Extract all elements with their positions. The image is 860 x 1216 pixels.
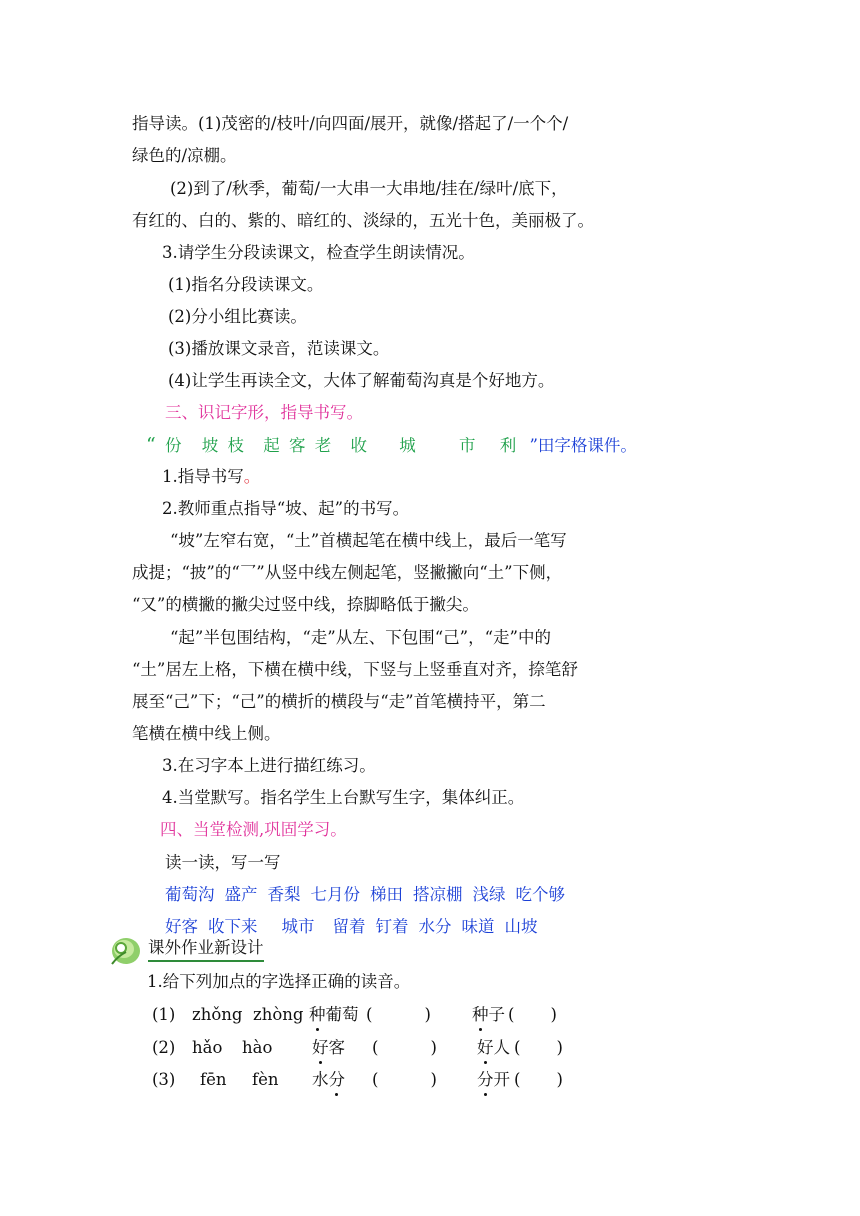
pinyin-option: zhǒng — [192, 1005, 243, 1024]
blank-open: ( — [514, 1038, 521, 1057]
char: 份 — [164, 436, 182, 455]
character-items — [161, 436, 522, 455]
vocab-word: 城市 — [281, 917, 315, 936]
pinyin-row-2 — [152, 1037, 563, 1059]
pinyin-option: hào — [242, 1038, 273, 1057]
homework-title: 课外作业新设计 — [148, 937, 264, 962]
guide-item-2: 2.教师重点指导“坡、起”的书写。 — [162, 499, 410, 518]
word-2 — [477, 1037, 510, 1059]
row-number: (1) — [152, 1005, 176, 1024]
vocab-word: 留着 — [332, 917, 366, 936]
char: 城 — [399, 436, 416, 455]
vocab-word: 七月份 — [310, 885, 360, 904]
para-line-4: 有红的、白的、紫的、暗红的、淡绿的，五光十色，美丽极了。 — [132, 211, 594, 230]
pinyin-option: fèn — [252, 1070, 279, 1089]
vocab-word: 收下来 — [208, 917, 258, 936]
word-pre: 水 — [312, 1070, 329, 1089]
vocab-row-2 — [165, 916, 548, 938]
blank-open: ( — [366, 1005, 373, 1024]
dotted-char: 分 — [477, 1070, 494, 1089]
answer-blank[interactable] — [372, 1069, 437, 1091]
read-write-instruction: 读一读，写一写 — [165, 853, 281, 872]
answer-blank[interactable] — [508, 1004, 557, 1026]
char: 利 — [499, 436, 517, 455]
word-2 — [472, 1004, 505, 1026]
po-line-3: “又”的横撇的撇尖过竖中线，捺脚略低于撇尖。 — [132, 595, 479, 614]
word-rest: 开 — [493, 1070, 510, 1089]
vocab-word: 梯田 — [370, 885, 403, 904]
word-rest: 人 — [493, 1038, 510, 1057]
vocab-word: 山坡 — [504, 917, 538, 936]
char: 客 — [288, 436, 306, 455]
char: 枝 — [227, 436, 244, 455]
dotted-char: 种 — [309, 1005, 326, 1024]
blank-close: ) — [424, 1005, 431, 1024]
dotted-char: 好 — [312, 1038, 329, 1057]
vocab-word: 搭凉棚 — [413, 885, 463, 904]
blank-close: ) — [550, 1005, 557, 1024]
leaf-icon — [108, 934, 142, 968]
pinyin-option: hǎo — [192, 1038, 223, 1057]
po-line-1: “坡”左窄右宽，“土”首横起笔在横中线上，最后一笔写 — [170, 531, 567, 550]
vocab-word: 水分 — [418, 917, 452, 936]
blank-close: ) — [556, 1038, 563, 1057]
row-number: (2) — [152, 1038, 176, 1057]
qi-line-2: “土”居左上格，下横在横中线，下竖与上竖垂直对齐，捺笔舒 — [132, 660, 578, 679]
sub-step-1: (1)指名分段读课文。 — [168, 275, 324, 294]
dotted-char: 分 — [328, 1070, 345, 1089]
para-line-1: 指导读。(1)茂密的/枝叶/向四面/展开，就像/搭起了/一个个/ — [132, 114, 569, 133]
pinyin-option: zhòng — [253, 1005, 304, 1024]
qi-line-1: “起”半包围结构，“走”从左、下包围“己”，“走”中的 — [170, 628, 551, 647]
sub-step-2: (2)分小组比赛读。 — [168, 307, 307, 326]
guide-item-1 — [162, 466, 260, 488]
blank-close: ) — [430, 1070, 437, 1089]
char: 收 — [350, 436, 367, 455]
answer-blank[interactable] — [366, 1004, 431, 1026]
guide-item-1-text: 1.指导书写 — [162, 467, 244, 486]
guide-item-4: 4.当堂默写。指名学生上台默写生字，集体纠正。 — [162, 788, 525, 807]
dotted-char: 好 — [477, 1038, 494, 1057]
pinyin-row-3 — [152, 1069, 563, 1091]
word-1 — [312, 1069, 345, 1091]
answer-blank[interactable] — [372, 1037, 437, 1059]
step-3: 3.请学生分段读课文，检查学生朗读情况。 — [162, 243, 475, 262]
word-1 — [312, 1037, 345, 1059]
homework-question-1: 1.给下列加点的字选择正确的读音。 — [147, 972, 411, 991]
char: 市 — [458, 436, 476, 455]
character-list — [146, 434, 637, 457]
pinyin-option: fēn — [200, 1070, 227, 1089]
char: 起 — [263, 436, 280, 455]
char: 坡 — [201, 436, 219, 455]
vocab-word: 香梨 — [267, 885, 301, 904]
vocab-word: 好客 — [165, 917, 198, 936]
pinyin-row-1 — [152, 1004, 557, 1026]
row-number: (3) — [152, 1070, 176, 1089]
blank-open: ( — [508, 1005, 515, 1024]
word-1 — [309, 1004, 359, 1026]
answer-blank[interactable] — [514, 1069, 563, 1091]
vocab-row-1 — [165, 884, 575, 906]
guide-item-3: 3.在习字本上进行描红练习。 — [162, 756, 376, 775]
vocab-word: 吃个够 — [515, 885, 565, 904]
blank-open: ( — [372, 1070, 379, 1089]
word-rest: 客 — [328, 1038, 345, 1057]
word-rest: 葡萄 — [325, 1005, 359, 1024]
guide-item-1-end: 。 — [243, 467, 261, 486]
answer-blank[interactable] — [514, 1037, 563, 1059]
word-rest: 子 — [488, 1005, 505, 1024]
vocab-word: 盛产 — [224, 885, 258, 904]
qi-line-4: 笔横在横中线上侧。 — [132, 724, 281, 743]
vocab-word: 葡萄沟 — [165, 885, 215, 904]
vocab-word: 钉着 — [375, 917, 409, 936]
blank-open: ( — [514, 1070, 521, 1089]
po-line-2: 成提；“披”的“乛”从竖中线左侧起笔，竖撇撇向“土”下侧， — [132, 563, 563, 582]
blank-close: ) — [556, 1070, 563, 1089]
vocab-word: 味道 — [461, 917, 495, 936]
para-line-2: 绿色的/凉棚。 — [132, 146, 237, 165]
sub-step-4: (4)让学生再读全文，大体了解葡萄沟真是个好地方。 — [168, 371, 555, 390]
word-2 — [477, 1069, 510, 1091]
sub-step-3: (3)播放课文录音，范读课文。 — [168, 339, 390, 358]
qi-line-3: 展至“己”下；“己”的横折的横段与“走”首笔横持平，第二 — [132, 692, 546, 711]
open-quote: “ — [146, 434, 156, 456]
courseware-label: ”田字格课件。 — [529, 436, 637, 455]
blank-close: ) — [430, 1038, 437, 1057]
vocab-word: 浅绿 — [472, 885, 506, 904]
char: 老 — [314, 436, 332, 455]
para-line-3: (2)到了/秋季，葡萄/一大串一大串地/挂在/绿叶/底下， — [170, 179, 568, 198]
dotted-char: 种 — [472, 1005, 489, 1024]
blank-open: ( — [372, 1038, 379, 1057]
section-4-heading: 四、当堂检测,巩固学习。 — [160, 820, 347, 839]
section-3-heading: 三、识记字形，指导书写。 — [165, 403, 363, 422]
